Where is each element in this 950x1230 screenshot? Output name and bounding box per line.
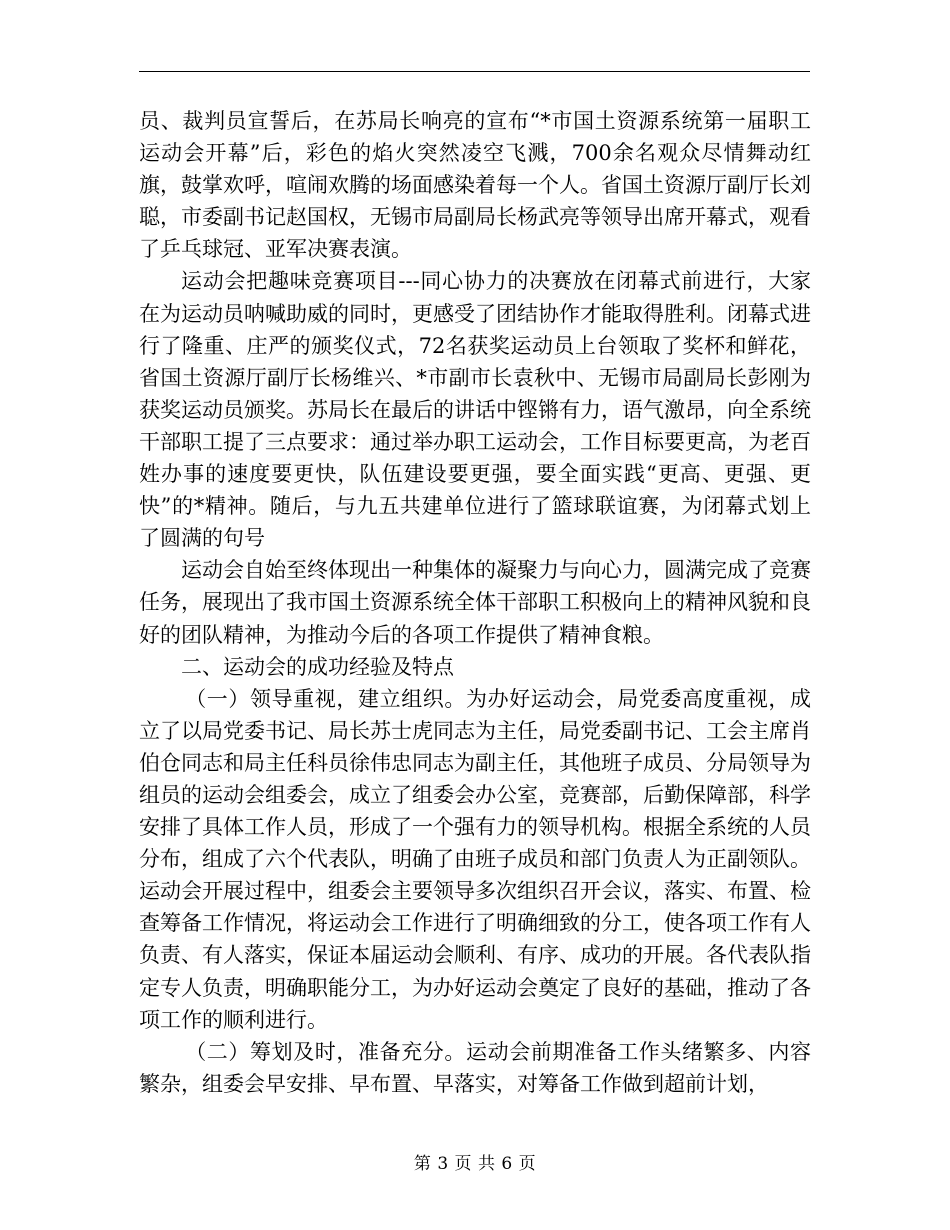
header-rule (139, 71, 810, 72)
section-heading: 二、运动会的成功经验及特点 (181, 654, 454, 679)
paragraph-continuation: 员、裁判员宣誓后，在苏局长响亮的宣布“*市国土资源系统第一届职工运动会开幕”后，彩色的焰火突然凌空飞溅，700余名观众尽情舞动红旗，鼓掌欢呼，喧闹欢腾的场面感染着每一个人。省国土资源厅副厅长刘聪，市委副书记赵国权，无锡市局副局长杨武亮等领导出席开幕式，观看了乒乓球冠、亚军决赛表演。 (139, 109, 811, 262)
paragraph-preparation: （二）筹划及时，准备充分。运动会前期准备工作头绪繁多、内容繁杂，组委会早安排、早布置、早落实，对筹备工作做到超前计划， (139, 1039, 811, 1096)
document-body (139, 105, 811, 1100)
paragraph-summary: 运动会自始至终体现出一种集体的凝聚力与向心力，圆满完成了竞赛任务，展现出了我市国土资源系统全体干部职工积极向上的精神风貌和良好的团队精神，为推动今后的各项工作提供了精神食粮。 (139, 558, 811, 647)
page-number: 第 3 页 共 6 页 (413, 1154, 537, 1174)
paragraph-leadership: （一）领导重视，建立组织。为办好运动会，局党委高度重视，成立了以局党委书记、局长苏士虎同志为主任，局党委副书记、工会主席肖伯仓同志和局主任科员徐伟忠同志为副主任，其他班子成员、分局领导为组员的运动会组委会，成立了组委会办公室，竞赛部，后勤保障部，科学安排了具体工作人员，形成了一个强有力的领导机构。根据全系统的人员分布，组成了六个代表队，明确了由班子成员和部门负责人为正副领队。运动会开展过程中，组委会主要领导多次组织召开会议，落实、布置、检查筹备工作情况，将运动会工作进行了明确细致的分工，使各项工作有人负责、有人落实，保证本届运动会顺利、有序、成功的开展。各代表队指定专人负责，明确职能分工，为办好运动会奠定了良好的基础，推动了各项工作的顺利进行。 (139, 686, 811, 1032)
paragraph-closing-ceremony: 运动会把趣味竞赛项目---同心协力的决赛放在闭幕式前进行，大家在为运动员呐喊助威的同时，更感受了团结协作才能取得胜利。闭幕式进行了隆重、庄严的颁奖仪式，72名获奖运动员上台领取了奖杯和鲜花，省国土资源厅副厅长杨维兴、*市副市长袁秋中、无锡市局副局长彭刚为获奖运动员颁奖。苏局长在最后的讲话中铿锵有力，语气激昂，向全系统干部职工提了三点要求：通过举办职工运动会，工作目标要更高，为老百姓办事的速度要更快，队伍建设要更强，要全面实践“更高、更强、更快”的*精神。随后，与九五共建单位进行了篮球联谊赛，为闭幕式划上了圆满的句号 (139, 269, 811, 551)
